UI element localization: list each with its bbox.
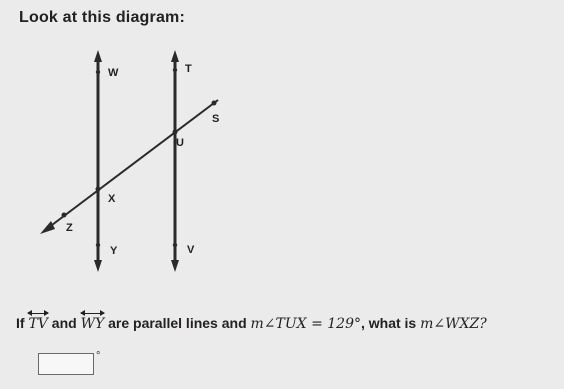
prompt-text: Look at this diagram: [19,9,185,26]
point-s [212,101,217,106]
label-y: Y [110,245,118,257]
point-t [173,68,177,72]
label-v: V [187,244,195,256]
point-v [173,243,177,247]
label-u: U [176,137,184,149]
question-parallel-text: are parallel lines and [108,315,247,331]
question-text [16,312,487,332]
line-wy-arrow-bottom [94,260,102,272]
label-w: W [108,67,119,79]
answer-area [38,350,101,375]
question-and: and [51,315,77,331]
degree-symbol: ° [96,350,101,362]
given-angle: m∠TUX = 129° [250,316,361,332]
transversal-arrow-lower [40,221,55,234]
label-t: T [185,63,192,75]
line-tv-arrow-bottom [171,260,179,272]
line-wy-notation: WY [81,312,105,332]
line-wy-arrow-top [94,50,102,62]
point-u [173,130,178,135]
point-x [96,187,101,192]
point-w [96,70,100,74]
point-y [96,243,100,247]
question-ask-text: , what is [360,315,417,331]
target-angle: m∠WXZ? [420,316,487,332]
label-s: S [212,113,220,125]
question-if: If [16,315,25,331]
answer-input[interactable] [38,353,94,375]
line-tv-notation: TV [28,312,47,332]
line-tv-arrow-top [171,50,179,62]
transversal-zs [48,100,218,228]
label-x: X [108,193,116,205]
point-z [62,213,67,218]
label-z: Z [66,222,73,234]
